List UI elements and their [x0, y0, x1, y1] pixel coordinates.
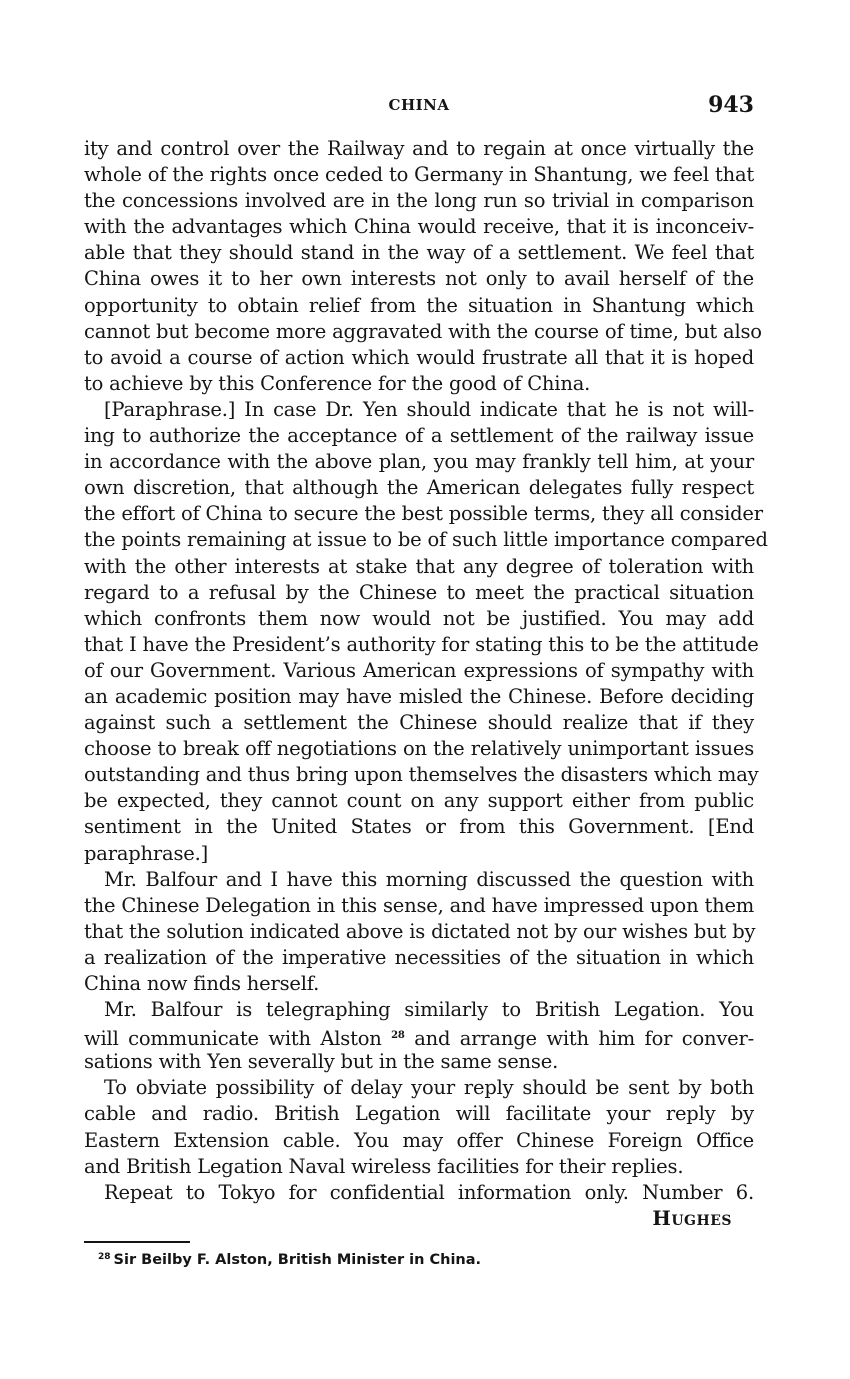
footnote-mark: 28	[98, 1252, 111, 1262]
paragraph-2	[84, 397, 768, 867]
paragraph-6	[84, 1180, 754, 1206]
text-line: to achieve by this Conference for the good of China.	[84, 371, 591, 395]
text-line: in accordance with the above plan, you may frankly tell him, at your	[84, 450, 754, 474]
text-line: opportunity to obtain relief from the situation in Shantung which	[84, 293, 754, 317]
text-line: the points remaining at issue to be of such little importance compared	[84, 528, 768, 552]
text-line: an academic position may have misled the Chinese. Before deciding	[84, 684, 754, 708]
text-line	[84, 1023, 754, 1049]
text-line: with the advantages which China would receive, that it is inconceiv-	[84, 215, 754, 239]
text-line: cable and radio. British Legation will facilitate your reply by	[84, 1102, 754, 1126]
text-line: the concessions involved are in the long run so trivial in comparison	[84, 189, 754, 213]
text-line: sations with Yen severally but in the same sense.	[84, 1050, 559, 1074]
paragraph-3	[84, 867, 754, 997]
text-line: [Paraphrase.] In case Dr. Yen should indicate that he is not will-	[104, 397, 754, 421]
text-line: outstanding and thus bring upon themselves the disasters which may	[84, 763, 759, 787]
text-line: whole of the rights once ceded to Germany in Shantung, we feel that	[84, 163, 754, 187]
text-line: ing to authorize the acceptance of a settlement of the railway issue	[84, 424, 754, 448]
running-header	[84, 92, 754, 122]
footnote-divider	[84, 1241, 190, 1243]
paragraph-5	[84, 1075, 754, 1179]
text-line: choose to break off negotiations on the relatively unimportant issues	[84, 737, 754, 761]
text-line: sentiment in the United States or from this Government. [End	[84, 815, 754, 839]
text-line: Mr. Balfour is telegraphing similarly to British Legation. You	[104, 998, 754, 1022]
text-segment: will communicate with Alston	[84, 1027, 382, 1051]
page-number: 943	[708, 92, 754, 118]
text-line: China owes it to her own interests not only to avail herself of the	[84, 267, 754, 291]
text-segment: and arrange with him for conver-	[414, 1027, 755, 1051]
footnote	[98, 1252, 481, 1268]
section-title: CHINA	[388, 96, 450, 114]
text-line: to avoid a course of action which would frustrate all that it is hoped	[84, 345, 754, 369]
text-line: Mr. Balfour and I have this morning discussed the question with	[104, 867, 754, 891]
text-line: the effort of China to secure the best possible terms, they all consider	[84, 502, 763, 526]
text-line: To obviate possibility of delay your reply should be sent by both	[104, 1076, 754, 1100]
footnote-text: Sir Beilby F. Alston, British Minister in China.	[113, 1252, 482, 1268]
text-line: be expected, they cannot count on any support either from public	[84, 789, 754, 813]
footnote-reference: 28	[391, 1030, 405, 1042]
text-line: that I have the President’s authority for stating this to be the attitude	[84, 632, 759, 656]
text-line: China now finds herself.	[84, 972, 320, 995]
text-line: that the solution indicated above is dictated not by our wishes but by	[84, 919, 756, 943]
text-line: regard to a refusal by the Chinese to meet the practical situation	[84, 580, 754, 604]
text-line: the Chinese Delegation in this sense, and have impressed upon them	[84, 893, 755, 917]
signature	[84, 1206, 754, 1232]
text-line: a realization of the imperative necessities of the situation in which	[84, 945, 754, 969]
text-line: Repeat to Tokyo for confidential information only. Number 6.	[104, 1180, 754, 1204]
text-line: and British Legation Naval wireless facilities for their replies.	[84, 1154, 684, 1178]
text-line: able that they should stand in the way of a settlement. We feel that	[84, 241, 754, 265]
paragraph-4	[84, 997, 754, 1075]
paragraph-1	[84, 136, 762, 397]
text-line: cannot but become more aggravated with the course of time, but also	[84, 319, 762, 343]
text-line: Eastern Extension cable. You may offer Chinese Foreign Office	[84, 1128, 754, 1152]
text-line: against such a settlement the Chinese should realize that if they	[84, 711, 754, 735]
text-line: which confronts them now would not be justified. You may add	[84, 606, 754, 630]
text-line: with the other interests at stake that any degree of toleration with	[84, 554, 754, 578]
signature-name: Hughes	[652, 1206, 732, 1230]
text-line: ity and control over the Railway and to regain at once virtually the	[84, 137, 754, 160]
text-line: own discretion, that although the American delegates fully respect	[84, 476, 754, 500]
body-text	[84, 136, 768, 1232]
text-line: paraphrase.]	[84, 841, 208, 865]
text-line: of our Government. Various American expressions of sympathy with	[84, 658, 754, 682]
